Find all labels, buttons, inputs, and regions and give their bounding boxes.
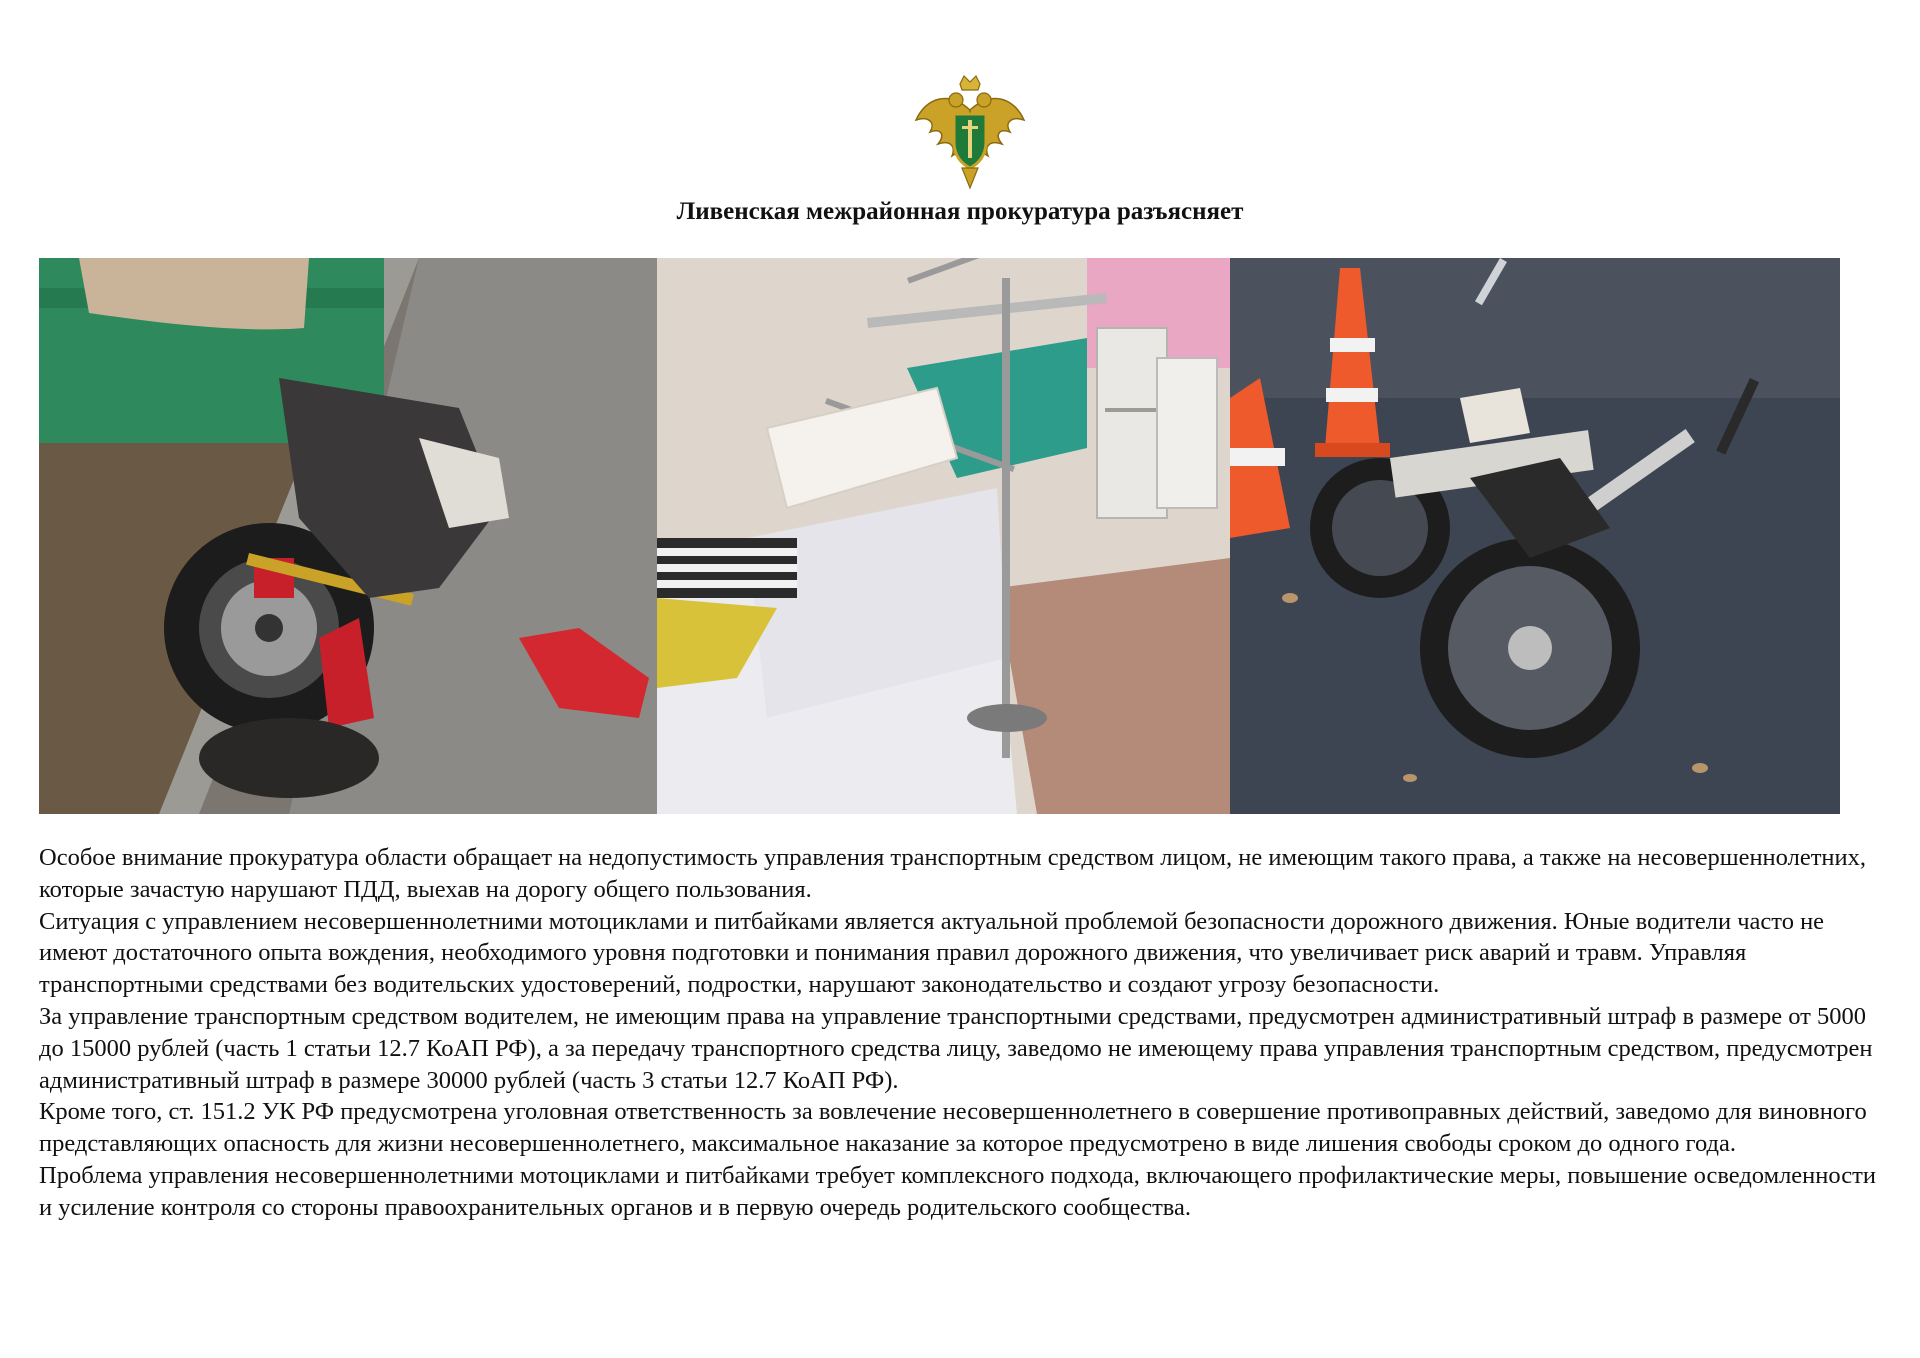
paragraph: Особое внимание прокуратура области обращает на недопустимость управления транспортным средством лицом, не имеющим такого права, а также на несовершеннолетних, которые зачастую нарушают ПДД, выехав на дорогу общего пользования. <box>39 844 1866 903</box>
paragraph: За управление транспортным средством водителем, не имеющим права на управление транспортными средствами, предусмотрен административный штраф в размере от 5000 до 15000 рублей (часть 1 статьи 12.7 КоАП РФ), а за передачу транспортного средства лицу, заведомо не имеющему права управления транспортным средством, предусмотрен административный штраф в размере 30000 рублей (часть 3 статьи 12.7 КоАП РФ). <box>39 1002 1873 1094</box>
crashed-motorcycle-photo <box>39 258 657 814</box>
prosecutor-emblem-icon <box>908 70 1032 194</box>
photo-strip <box>39 258 1840 814</box>
crashed-pitbike-road-photo <box>1230 258 1840 814</box>
injured-teen-hospital-photo <box>657 258 1230 814</box>
page-title: Ливенская межрайонная прокуратура разъясняет <box>676 198 1244 225</box>
paragraph: Кроме того, ст. 151.2 УК РФ предусмотрена уголовная ответственность за вовлечение несовершеннолетнего в совершение противоправных действий, заведомо для виновного представляющих опасность для жизни несовершеннолетнего, максимальное наказание за которое предусмотрено в виде лишения свободы сроком до одного года. <box>39 1098 1867 1158</box>
paragraph: Ситуация с управлением несовершеннолетними мотоциклами и питбайками является актуальной проблемой безопасности дорожного движения. Юные водители часто не имеют достаточного опыта вождения, необходимого уровня подготовки и понимания правил дорожного движения, что увеличивает риск аварий и травм. Управляя транспортными средствами без водительских удостоверений, подростки, нарушают законодательство и создают угрозу безопасности. <box>39 907 1825 999</box>
paragraph: Проблема управления несовершеннолетними мотоциклами и питбайками требует комплексного подхода, включающего профилактические меры, повышение осведомленности и усиление контроля со стороны правоохранительных органов и в первую очередь родительского сообщества. <box>39 1161 1876 1221</box>
article-body <box>39 842 1884 1224</box>
